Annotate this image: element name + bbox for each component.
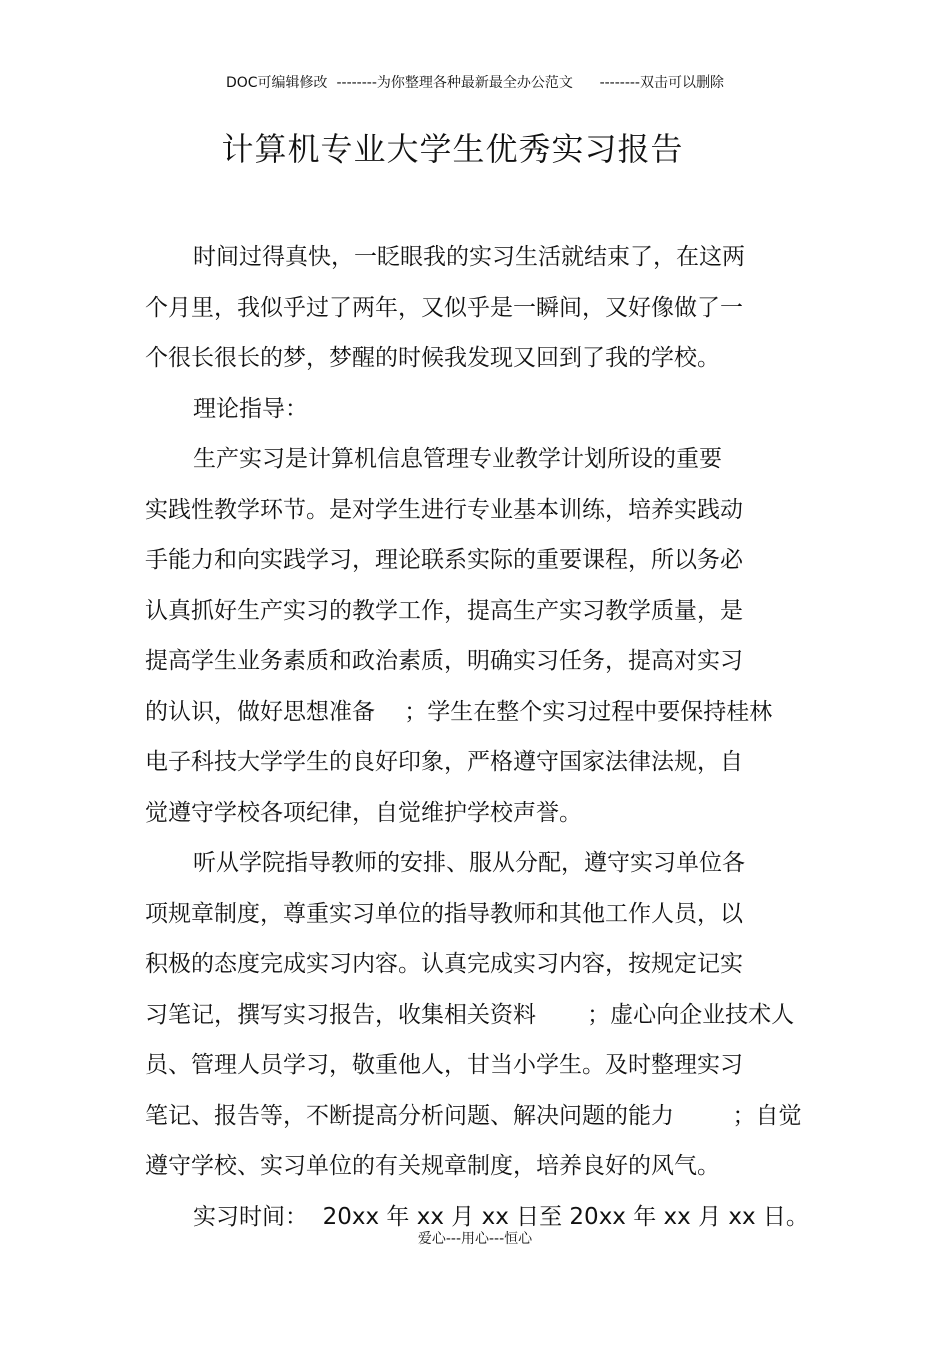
paragraph-line: 积极的态度完成实习内容。认真完成实习内容，按规定记实 — [145, 951, 743, 977]
paragraph-line: 电子科技大学学生的良好印象，严格遵守国家法律法规，自 — [145, 749, 743, 775]
paragraph-line: 项规章制度，尊重实习单位的指导教师和其他工作人员，以 — [145, 900, 743, 927]
paragraph-line: 觉遵守学校各项纪律，自觉维护学校声誉。 — [145, 799, 582, 826]
paragraph-line: 时间过得真快，一眨眼我的实习生活就结束了，在这两 — [193, 244, 745, 270]
paragraph-line: 听从学院指导教师的安排、服从分配，遵守实习单位各 — [193, 850, 745, 876]
paragraph-line: 提高学生业务素质和政治素质，明确实习任务，提高对实习 — [145, 648, 743, 674]
page-footer: 爱心---用心---恒心 — [417, 1231, 533, 1247]
paragraph-line: 笔记、报告等，不断提高分析问题、解决问题的能力 ；自觉 — [145, 1102, 802, 1129]
paragraph-line: 习笔记，撰写实习报告，收集相关资料 ；虚心向企业技术人 — [145, 1001, 795, 1028]
paragraph-line: 遵守学校、实习单位的有关规章制度，培养良好的风气。 — [145, 1153, 720, 1179]
page-header: DOC可编辑修改 --------为你整理各种最新最全办公范文 --------双击可以删除 — [225, 75, 724, 91]
internship-period-line: 实习时间： 20xx 年 xx 月 xx 日至 20xx 年 xx 月 xx 日。 — [193, 1203, 809, 1230]
paragraph-line: 生产实习是计算机信息管理专业教学计划所设的重要 — [193, 446, 722, 472]
document-body — [145, 232, 825, 1242]
document-title: 计算机专业大学生优秀实习报告 — [221, 130, 684, 168]
paragraph-line: 个很长很长的梦，梦醒的时候我发现又回到了我的学校。 — [145, 345, 720, 371]
paragraph-line: 实践性教学环节。是对学生进行专业基本训练，培养实践动 — [145, 496, 743, 523]
paragraph-line: 个月里，我似乎过了两年，又似乎是一瞬间，又好像做了一 — [145, 294, 743, 321]
section-heading: 理论指导： — [193, 395, 308, 422]
paragraph-line: 的认识，做好思想准备 ；学生在整个实习过程中要保持桂林 — [145, 698, 773, 725]
paragraph-line: 员、管理人员学习，敬重他人，甘当小学生。及时整理实习 — [145, 1052, 743, 1078]
paragraph-line: 手能力和向实践学习，理论联系实际的重要课程，所以务必 — [145, 547, 743, 573]
paragraph-line: 认真抓好生产实习的教学工作，提高生产实习教学质量，是 — [145, 597, 743, 624]
